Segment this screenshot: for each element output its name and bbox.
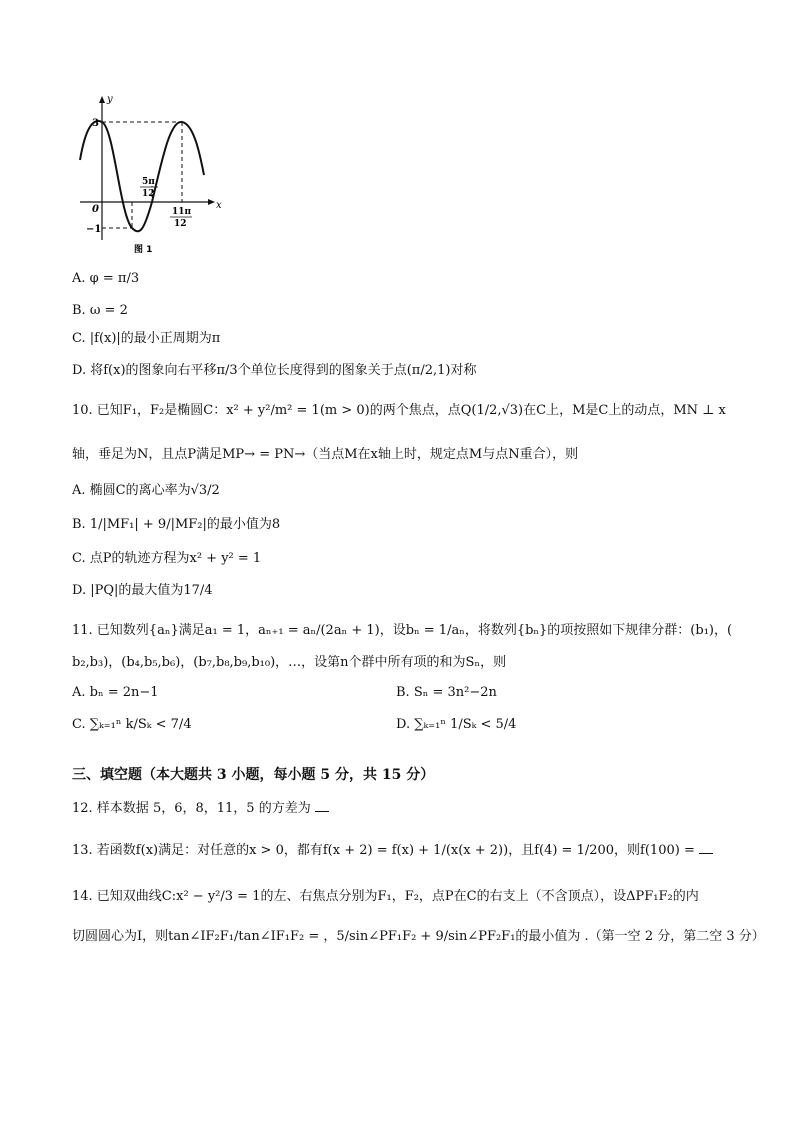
q13-answer-blank[interactable]	[699, 843, 713, 854]
y-max-label: 3	[92, 118, 99, 129]
origin-label: 0	[92, 204, 99, 215]
tick-5pi-12-num: 5π	[142, 177, 155, 187]
sine-graph	[72, 90, 232, 260]
q13	[72, 842, 717, 860]
q11-option-d: D. ∑ₖ₌₁ⁿ 1/Sₖ < 5/4	[396, 717, 517, 732]
q13-text: 13. 若函数f(x)满足：对任意的x > 0，都有f(x + 2) = f(x) + 1/(x(x + 2))，且f(4) = 1/200，则f(100) =	[72, 843, 695, 858]
tick-11pi-12-den: 12	[174, 219, 187, 229]
q12-answer-blank[interactable]	[315, 801, 329, 812]
tick-5pi-12-den: 12	[142, 189, 155, 199]
q11-stem-line1: 11. 已知数列{aₙ}满足a₁ = 1，aₙ₊₁ = aₙ/(2aₙ + 1)，设bₙ = 1/aₙ，将数列{bₙ}的项按照如下规律分群：(b₁)，(	[72, 623, 733, 638]
q10-stem-line1: 10. 已知F₁，F₂是椭圆C：x² + y²/m² = 1(m > 0)的两个焦点，点Q(1/2,√3)在C上，M是C上的动点，MN ⊥ x	[72, 403, 726, 418]
q9-option-b: B. ω = 2	[72, 303, 128, 318]
q14-line1: 14. 已知双曲线C:x² − y²/3 = 1的左、右焦点分别为F₁，F₂，点P在C的右支上（不含顶点），设ΔPF₁F₂的内	[72, 889, 699, 904]
q9-option-d: D. 将f(x)的图象向右平移π/3个单位长度得到的图象关于点(π/2,1)对称	[72, 363, 477, 378]
x-axis-arrow	[208, 199, 215, 205]
q12	[72, 800, 333, 818]
y-axis-arrow	[99, 96, 105, 103]
q9-option-a: A. φ = π/3	[72, 271, 140, 286]
section-3-heading: 三、填空题（本大题共 3 小题，每小题 5 分，共 15 分）	[72, 767, 435, 783]
figure-1	[72, 90, 232, 264]
x-axis-label: x	[216, 200, 222, 211]
q11-option-c: C. ∑ₖ₌₁ⁿ k/Sₖ < 7/4	[72, 717, 192, 732]
q14-line2: 切圆圆心为I，则tan∠IF₂F₁/tan∠IF₁F₂ = ，5/sin∠PF₁F₂ + 9/sin∠PF₂F₁的最小值为 .（第一空 2 分，第二空 3 分）	[72, 929, 765, 944]
q10-option-d: D. |PQ|的最大值为17/4	[72, 583, 213, 598]
tick-11pi-12-num: 11π	[172, 207, 192, 217]
q10-option-b: B. 1/|MF₁| + 9/|MF₂|的最小值为8	[72, 517, 281, 532]
y-axis-label: y	[107, 94, 113, 105]
q10-stem-line2: 轴，垂足为N，且点P满足MP→ = PN→（当点M在x轴上时，规定点M与点N重合），则	[72, 447, 579, 462]
q10-option-a: A. 椭圆C的离心率为√3/2	[72, 483, 220, 498]
q9-option-c: C. |f(x)|的最小正周期为π	[72, 331, 221, 346]
q11-option-b: B. Sₙ = 3n²−2n	[396, 685, 497, 700]
q11-stem-line2: b₂,b₃)，(b₄,b₅,b₆)，(b₇,b₈,b₉,b₁₀)，…，设第n个群中所有项的和为Sₙ，则	[72, 655, 507, 670]
q10-option-c: C. 点P的轨迹方程为x² + y² = 1	[72, 551, 262, 566]
y-min-label: −1	[86, 224, 102, 235]
q12-text: 12. 样本数据 5，6，8，11，5 的方差为	[72, 801, 311, 816]
figure-caption: 图 1	[134, 245, 153, 255]
q11-option-a: A. bₙ = 2n−1	[72, 685, 159, 700]
